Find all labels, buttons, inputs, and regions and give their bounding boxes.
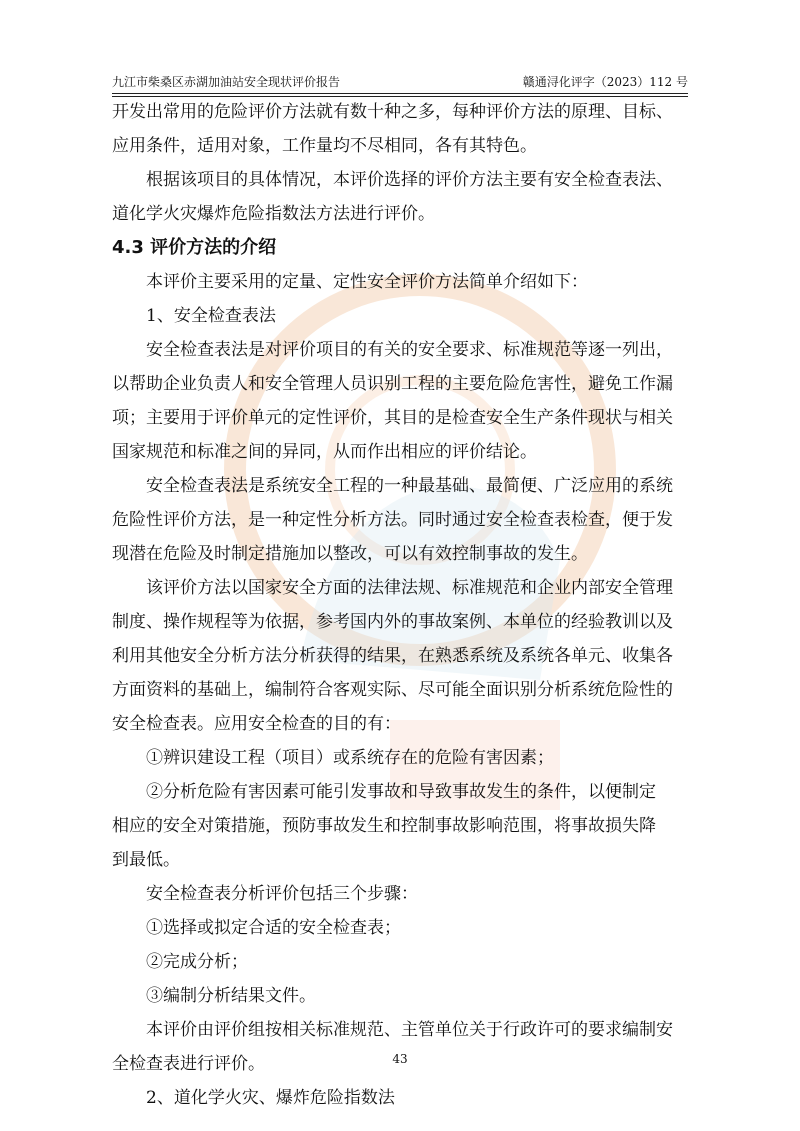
body-line: 道化学火灾爆炸危险指数法方法进行评价。 [112, 204, 435, 224]
body-line: 全检查表进行评价。 [112, 1054, 265, 1074]
list-item: ①选择或拟定合适的安全检查表； [146, 918, 401, 938]
body-line: 以帮助企业负责人和安全管理人员识别工程的主要危险危害性，避免工作漏 [112, 374, 673, 394]
header-report-title: 九江市柴桑区赤湖加油站安全现状评价报告 [112, 75, 341, 89]
body-line: 项；主要用于评价单元的定性评价，其目的是检查安全生产条件现状与相关 [112, 408, 673, 428]
body-line: 应用条件，适用对象，工作量均不尽相同，各有其特色。 [112, 136, 537, 156]
body-line: 安全检查表分析评价包括三个步骤： [146, 884, 418, 904]
header-divider [112, 96, 688, 97]
page-number: 43 [392, 1052, 408, 1066]
body-line: 安全检查表。应用安全检查的目的有： [112, 714, 401, 734]
list-item: ①辨识建设工程（项目）或系统存在的危险有害因素； [146, 748, 554, 768]
body-line: 根据该项目的具体情况，本评价选择的评价方法主要有安全检查表法、 [146, 170, 673, 190]
subsection-title: 1、安全检查表法 [146, 306, 276, 326]
body-line: 该评价方法以国家安全方面的法律法规、标准规范和企业内部安全管理 [146, 578, 673, 598]
section-heading: 4.3 评价方法的介绍 [112, 237, 277, 258]
subsection-title: 2、道化学火灾、爆炸危险指数法 [146, 1088, 395, 1108]
body-line: 安全检查表法是对评价项目的有关的安全要求、标准规范等逐一列出， [146, 340, 673, 360]
body-line: 安全检查表法是系统安全工程的一种最基础、最简便、广泛应用的系统 [146, 476, 673, 496]
header-document-number: 赣通浔化评字（2023）112 号 [522, 75, 688, 89]
body-line: 现潜在危险及时制定措施加以整改，可以有效控制事故的发生。 [112, 544, 588, 564]
body-line: 制度、操作规程等为依据，参考国内外的事故案例、本单位的经验教训以及 [112, 612, 673, 632]
page-header [112, 66, 688, 94]
list-item: ②分析危险有害因素可能引发事故和导致事故发生的条件，以便制定 [146, 782, 656, 802]
body-line: 到最低。 [112, 850, 180, 870]
body-line: 本评价由评价组按相关标准规范、主管单位关于行政许可的要求编制安 [146, 1020, 673, 1040]
body-line: 开发出常用的危险评价方法就有数十种之多，每种评价方法的原理、目标、 [112, 102, 673, 122]
body-line: 本评价主要采用的定量、定性安全评价方法简单介绍如下： [146, 272, 588, 292]
body-line: 利用其他安全分析方法分析获得的结果，在熟悉系统及系统各单元、收集各 [112, 646, 673, 666]
list-item: ③编制分析结果文件。 [146, 986, 316, 1006]
list-item: ②完成分析； [146, 952, 248, 972]
body-line: 方面资料的基础上，编制符合客观实际、尽可能全面识别分析系统危险性的 [112, 680, 673, 700]
body-line: 相应的安全对策措施，预防事故发生和控制事故影响范围，将事故损失降 [112, 816, 656, 836]
body-line: 国家规范和标准之间的异同，从而作出相应的评价结论。 [112, 442, 537, 462]
body-line: 危险性评价方法，是一种定性分析方法。同时通过安全检查表检查，便于发 [112, 510, 673, 530]
